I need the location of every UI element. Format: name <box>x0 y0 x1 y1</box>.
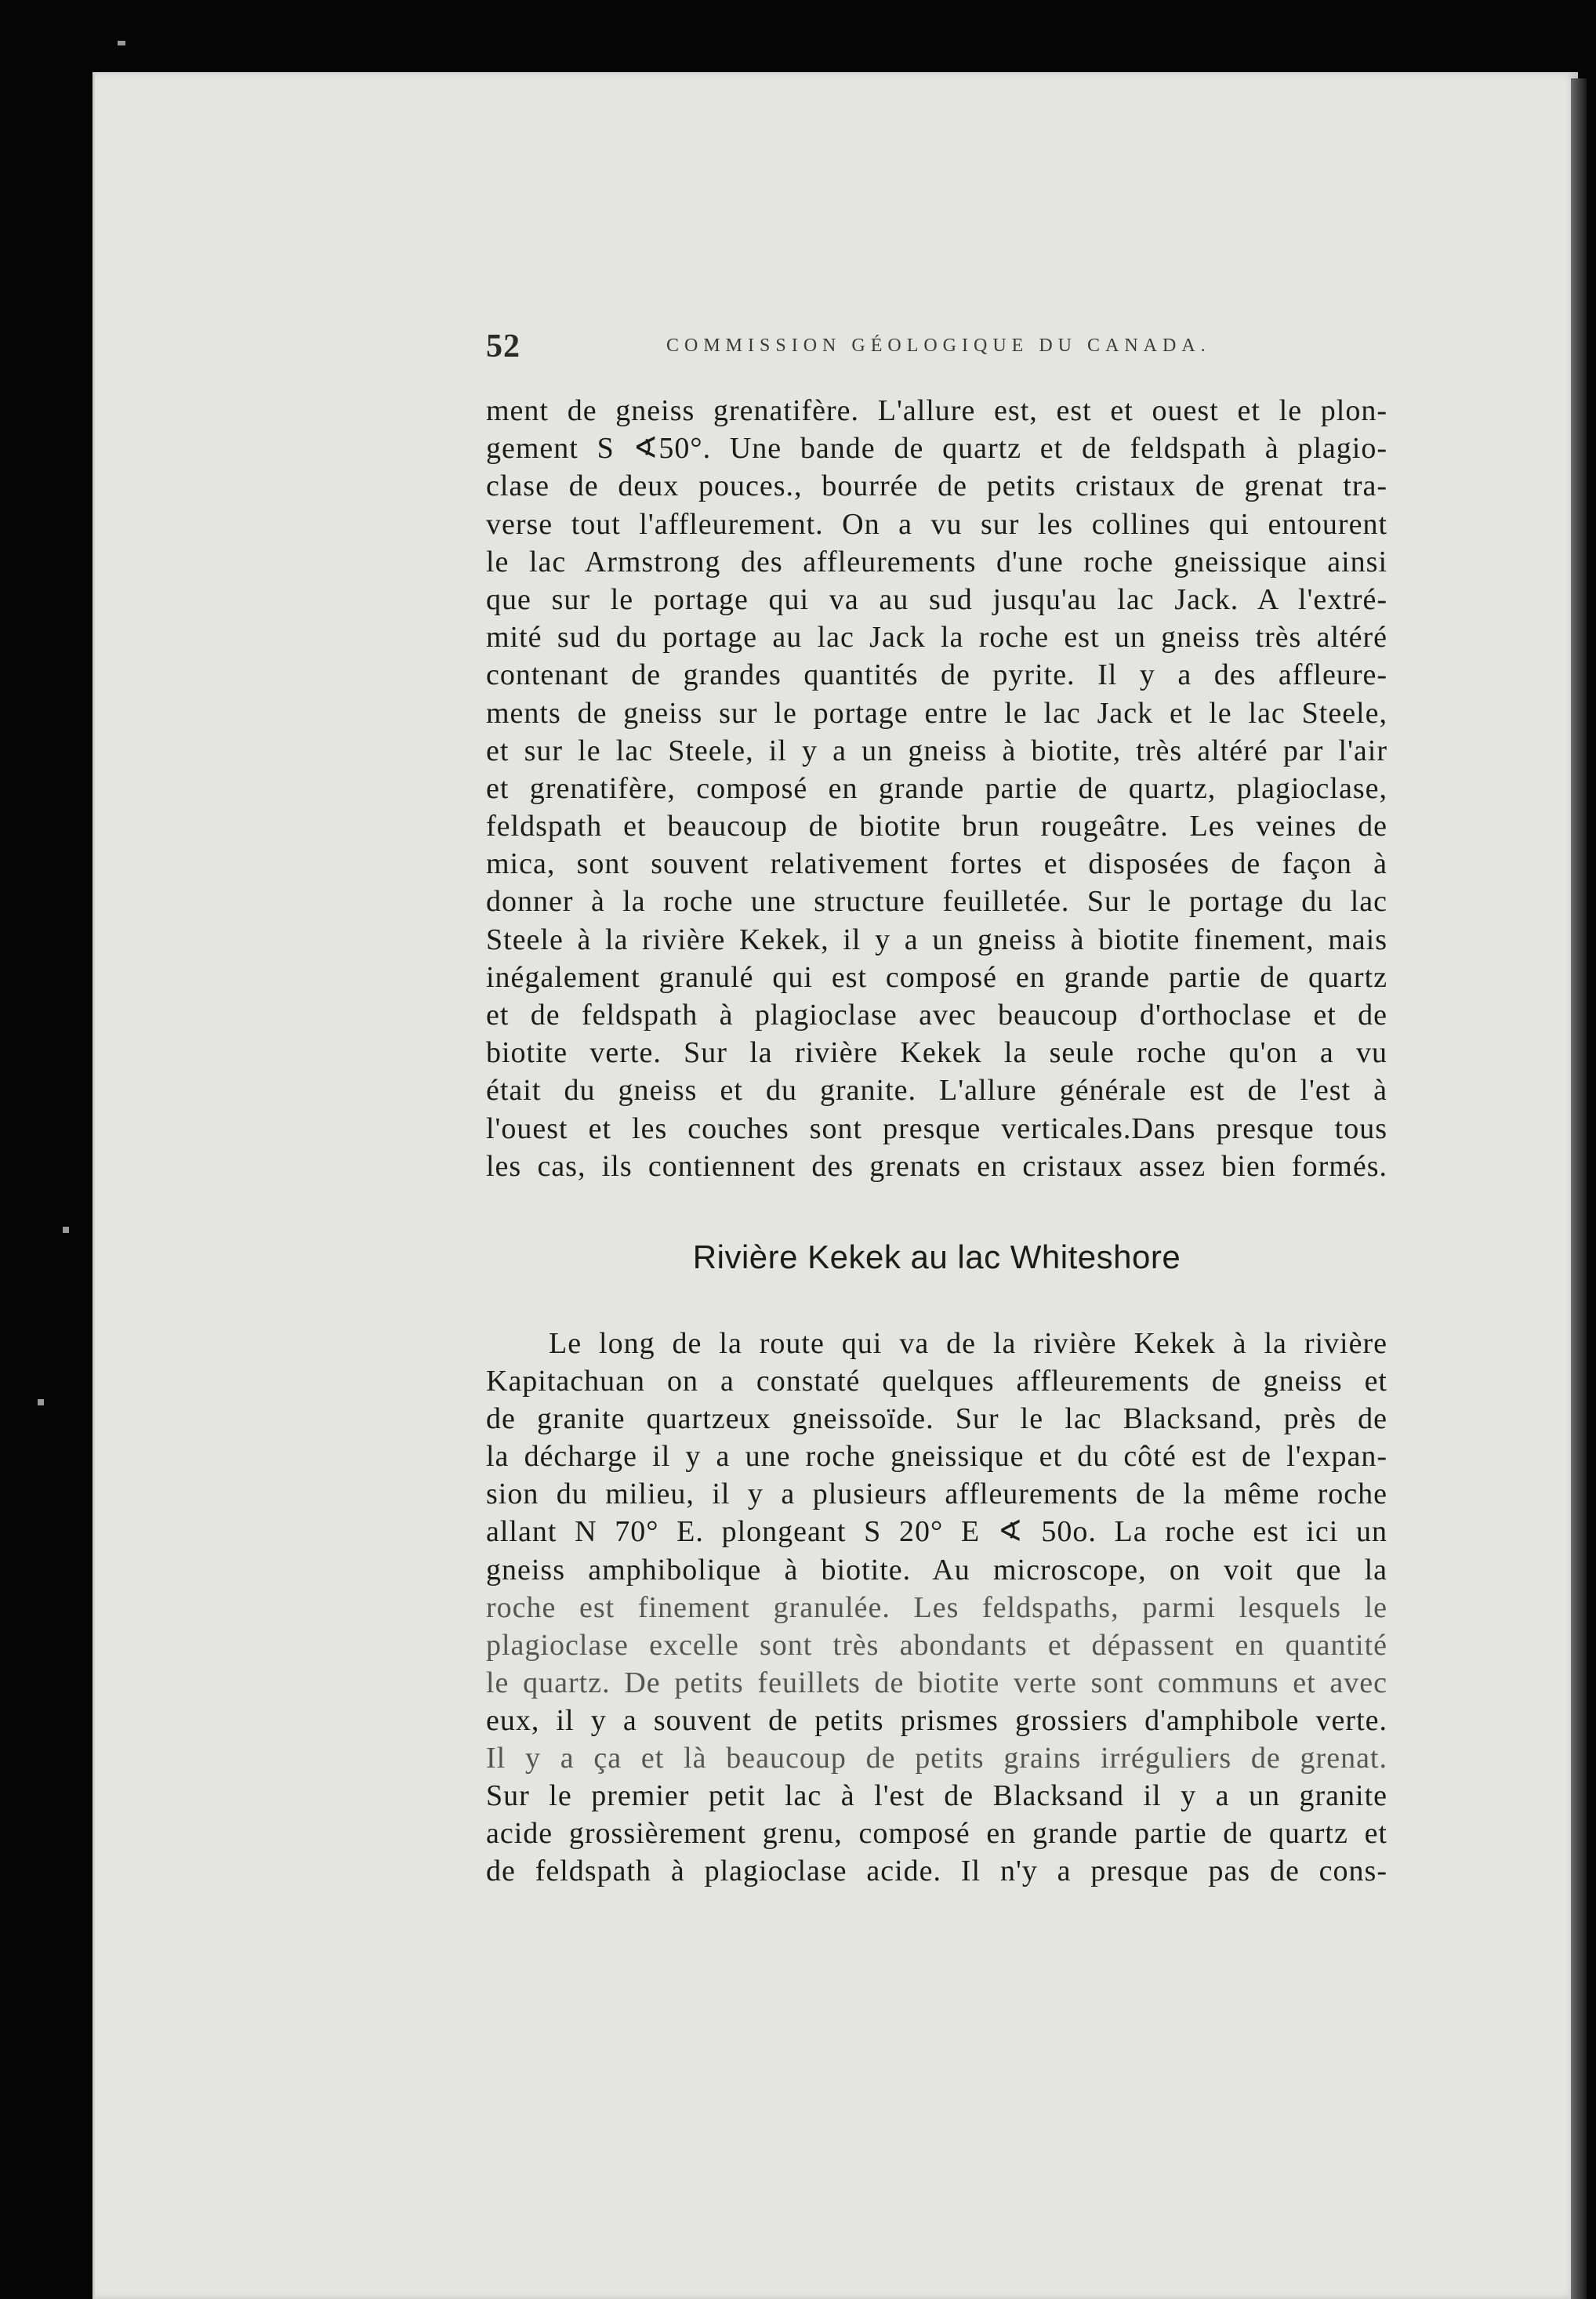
paragraph-1 <box>486 392 1387 1185</box>
text-line: gneiss amphibolique à biotite. Au microscope, on voit que la <box>486 1553 1387 1586</box>
text-line: de granite quartzeux gneissoïde. Sur le lac Blacksand, près de <box>486 1402 1387 1436</box>
paragraph-2 <box>486 1325 1387 1890</box>
scan-speck <box>118 41 125 45</box>
text-line: gement S ∢50°. Une bande de quartz et de feldspath à plagio- <box>486 432 1387 466</box>
page-header <box>486 328 1387 364</box>
text-line: verse tout l'affleurement. On a vu sur les collines qui entourent <box>486 507 1387 541</box>
text-line: l'ouest et les couches sont presque verticales.Dans presque tous <box>486 1111 1387 1145</box>
scan-speck <box>63 1227 69 1233</box>
text-line: Il y a ça et là beaucoup de petits grains irréguliers de grenat. <box>486 1742 1387 1775</box>
text-line: inégalement granulé qui est composé en grande partie de quartz <box>486 960 1387 994</box>
text-line: Le long de la route qui va de la rivière Kekek à la rivière <box>549 1327 1387 1360</box>
text-line: mica, sont souvent relativement fortes et disposées de façon à <box>486 847 1387 881</box>
text-line: Kapitachuan on a constaté quelques affleurements de gneiss et <box>486 1365 1387 1398</box>
text-line: le lac Armstrong des affleurements d'une roche gneissique ainsi <box>486 545 1387 578</box>
text-line: la décharge il y a une roche gneissique et du côté est de l'expan- <box>486 1440 1387 1474</box>
text-line: feldspath et beaucoup de biotite brun rougeâtre. Les veines de <box>486 810 1387 843</box>
text-line: et grenatifère, composé en grande partie de quartz, plagioclase, <box>486 771 1387 805</box>
text-line: ments de gneiss sur le portage entre le lac Jack et le lac Steele, <box>486 696 1387 730</box>
text-line: sion du milieu, il y a plusieurs affleurements de la même roche <box>486 1478 1387 1511</box>
text-line: clase de deux pouces., bourrée de petits cristaux de grenat tra- <box>486 470 1387 503</box>
text-line: acide grossièrement grenu, composé en grande partie de quartz et <box>486 1817 1387 1851</box>
text-line: donner à la roche une structure feuilletée. Sur le portage du lac <box>486 885 1387 919</box>
text-line: de feldspath à plagioclase acide. Il n'y a presque pas de cons- <box>486 1855 1387 1888</box>
running-head: COMMISSION GÉOLOGIQUE DU CANADA. <box>666 335 1211 356</box>
text-line: et de feldspath à plagioclase avec beaucoup d'orthoclase et de <box>486 999 1387 1032</box>
section-heading: Rivière Kekek au lac Whiteshore <box>692 1238 1181 1275</box>
text-line: plagioclase excelle sont très abondants et dépassent en quantité <box>486 1628 1387 1662</box>
page-edge-shadow <box>1571 78 1587 2299</box>
text-line: ment de gneiss grenatifère. L'allure est, est et ouest et le plon- <box>486 394 1387 427</box>
text-line: les cas, ils contiennent des grenats en cristaux assez bien formés. <box>486 1149 1387 1183</box>
text-line: Steele à la rivière Kekek, il y a un gneiss à biotite finement, mais <box>486 923 1387 956</box>
scan-speck <box>38 1399 44 1405</box>
text-line: roche est finement granulée. Les feldspaths, parmi lesquels le <box>486 1590 1387 1624</box>
text-line: Sur le premier petit lac à l'est de Blacksand il y a un granite <box>486 1779 1387 1813</box>
text-line: le quartz. De petits feuillets de biotite verte sont communs et avec <box>486 1666 1387 1699</box>
text-line: eux, il y a souvent de petits prismes grossiers d'amphibole verte. <box>486 1703 1387 1737</box>
text-line: contenant de grandes quantités de pyrite. Il y a des affleure- <box>486 658 1387 692</box>
text-line: allant N 70° E. plongeant S 20° E ∢ 50o. La roche est ici un <box>486 1515 1387 1549</box>
text-line: mité sud du portage au lac Jack la roche est un gneiss très altéré <box>486 621 1387 655</box>
text-line: était du gneiss et du granite. L'allure générale est de l'est à <box>486 1074 1387 1108</box>
text-line: biotite verte. Sur la rivière Kekek la seule roche qu'on a vu <box>486 1036 1387 1070</box>
text-line: et sur le lac Steele, il y a un gneiss à biotite, très altéré par l'air <box>486 734 1387 767</box>
text-line: que sur le portage qui va au sud jusqu'au lac Jack. A l'extré- <box>486 582 1387 616</box>
page-number: 52 <box>486 328 521 364</box>
